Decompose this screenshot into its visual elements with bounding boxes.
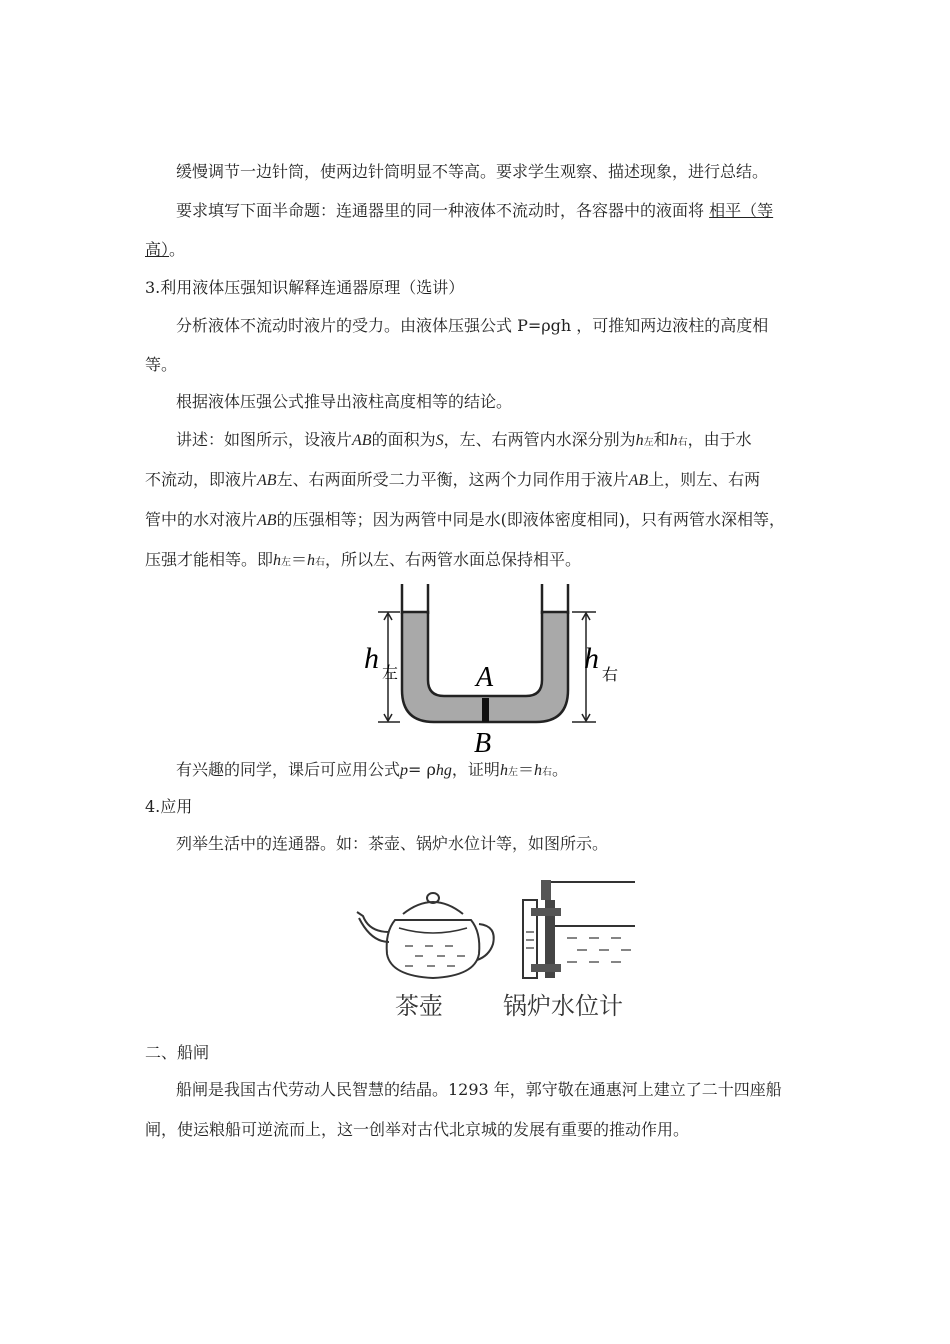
blank-answer: 相平（等 [709,201,774,220]
paragraph-explain-1: 讲述：如图所示，设液片AB的面积为S，左、右两管内水深分别为h左和h右，由于水 [176,430,752,449]
paragraph-syringe: 缓慢调节一边针筒，使两边针筒明显不等高。要求学生观察、描述现象，进行总结。 [176,162,769,181]
paragraph-examples: 列举生活中的连通器。如：茶壶、锅炉水位计等，如图所示。 [176,834,609,853]
paragraph-interest: 有兴趣的同学，课后可应用公式p= ρhg，证明h左＝h右。 [176,760,568,779]
applications-figure [345,876,635,1026]
section-heading-ship-lock: 二、船闸 [145,1043,210,1062]
h-left-label: h [364,642,379,675]
paragraph-explain-2: 不流动，即液片AB左、右两面所受二力平衡，这两个力同作用于液片AB上，则左、右两 [145,470,761,489]
paragraph-explain-4: 压强才能相等。即h左＝h右，所以左、右两管水面总保持相平。 [145,550,582,569]
boiler-gauge-icon [523,880,635,978]
paragraph-derive: 根据液体压强公式推导出液柱高度相等的结论。 [176,392,513,411]
u-tube-diagram [360,580,640,760]
label-a: A [476,662,494,693]
paragraph-ship-lock-2: 闸，使运粮船可逆流而上，这一创举对古代北京城的发展有重要的推动作用。 [145,1120,690,1139]
label-b: B [474,728,492,759]
h-right-label: h [584,642,599,675]
paragraph-fill-blank: 要求填写下面半命题：连通器里的同一种液体不流动时，各容器中的液面将 相平（等 [176,201,774,220]
paragraph-pressure-cont: 等。 [145,355,178,374]
teapot-label: 茶壶 [395,992,443,1020]
teapot-icon [357,893,494,978]
paragraph-pressure: 分析液体不流动时液片的受力。由液体压强公式 P=ρgh ，可推知两边液柱的高度相 [176,316,769,335]
paragraph-ship-lock-1: 船闸是我国古代劳动人民智慧的结晶。1293 年，郭守敬在通惠河上建立了二十四座船 [176,1080,782,1099]
boiler-label: 锅炉水位计 [503,992,623,1020]
svg-text:左: 左 [382,663,399,682]
svg-text:右: 右 [602,665,619,684]
paragraph-explain-3: 管中的水对液片AB的压强相等；因为两管中同是水(即液体密度相同)，只有两管水深相等， [145,510,786,529]
section-heading-4: 4.应用 [145,797,193,816]
section-heading-3: 3.利用液体压强知识解释连通器原理（选讲） [145,278,465,297]
paragraph-fill-blank-cont: 高）。 [145,240,186,259]
